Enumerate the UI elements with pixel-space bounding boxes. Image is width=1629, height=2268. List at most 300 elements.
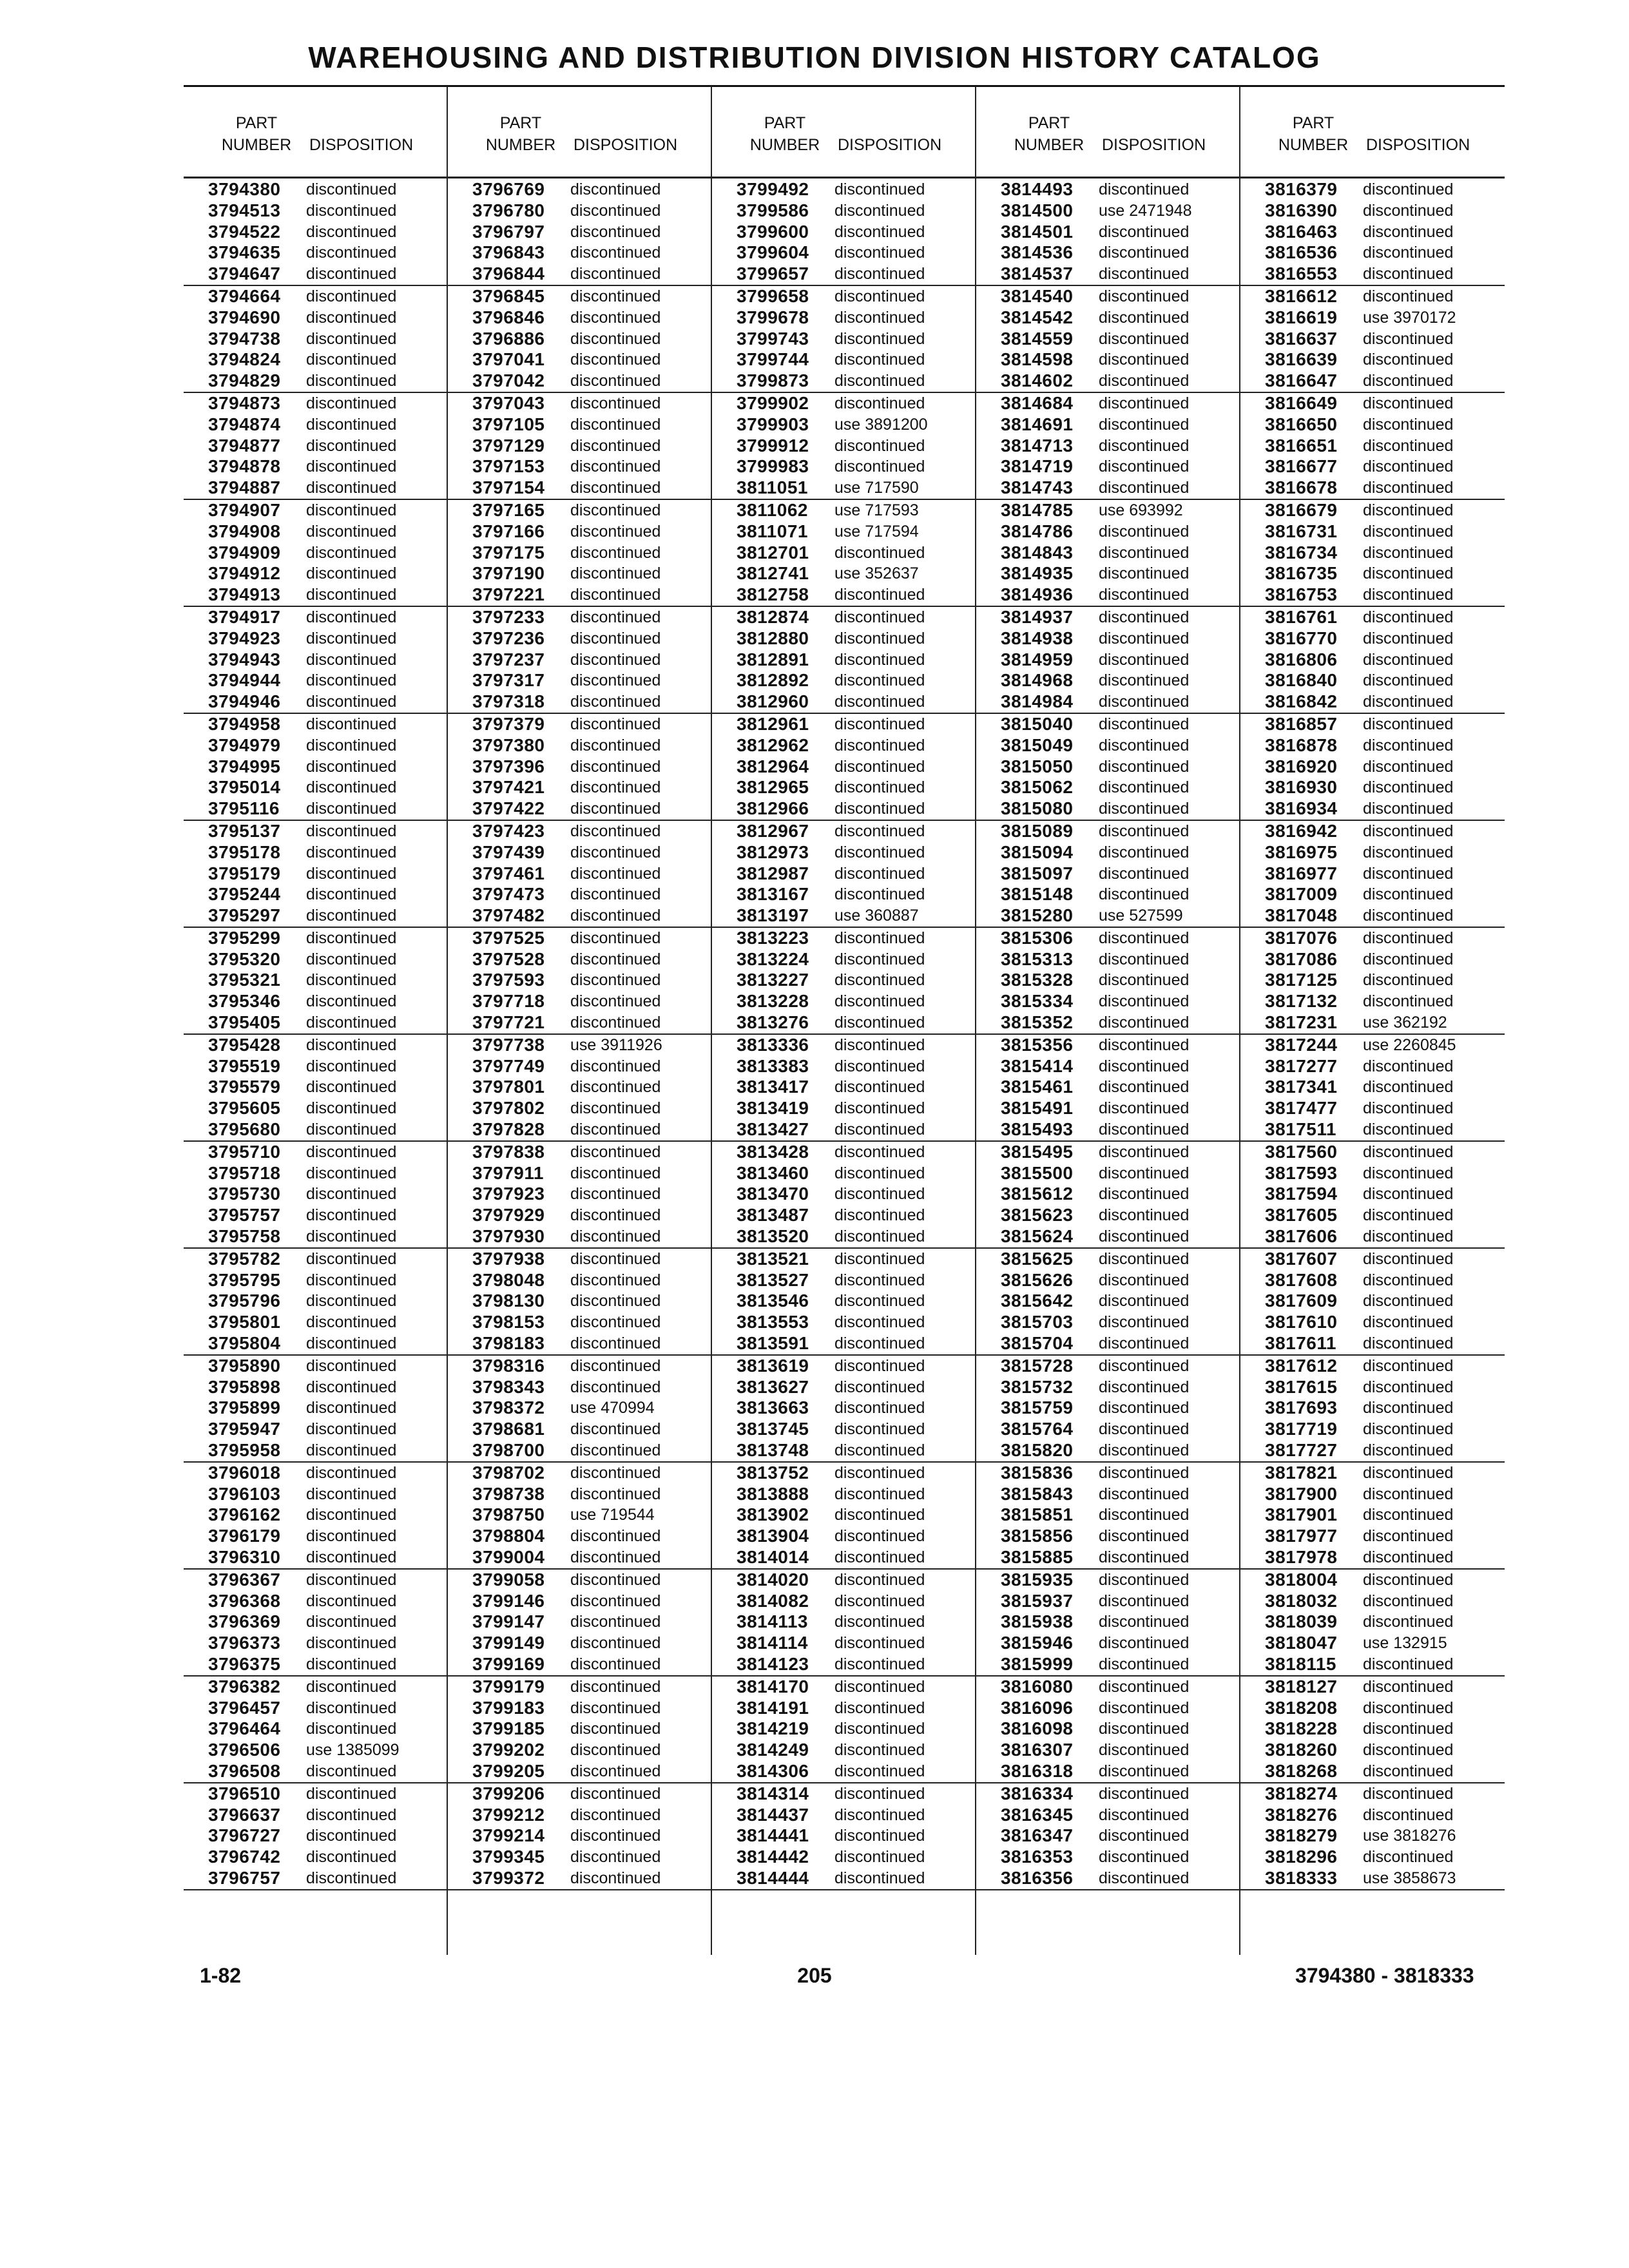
table-row — [1240, 735, 1505, 756]
disposition: discontinued — [834, 992, 925, 1011]
table-row — [448, 1847, 712, 1868]
row-group — [1240, 1142, 1505, 1249]
table-row — [976, 1398, 1240, 1419]
part-number: 3817244 — [1265, 1034, 1338, 1055]
table-row — [976, 821, 1240, 842]
part-number: 3794946 — [208, 691, 281, 712]
disposition: discontinued — [306, 885, 397, 904]
part-number: 3797043 — [472, 392, 545, 413]
disposition: discontinued — [834, 265, 925, 284]
part-number: 3799147 — [472, 1611, 545, 1632]
row-group — [184, 1356, 448, 1463]
disposition: discontinued — [1099, 351, 1190, 369]
disposition: discontinued — [1099, 1720, 1190, 1738]
row-group — [448, 1249, 712, 1356]
table-row — [184, 670, 448, 691]
part-number: 3814501 — [1001, 221, 1074, 242]
disposition: discontinued — [1363, 1313, 1454, 1332]
table-row — [184, 1847, 448, 1868]
disposition: discontinued — [570, 265, 661, 284]
disposition: discontinued — [1099, 1827, 1190, 1845]
disposition: discontinued — [834, 1527, 925, 1546]
part-number: 3816840 — [1265, 670, 1338, 691]
disposition: discontinued — [306, 1655, 397, 1673]
part-number: 3797718 — [472, 991, 545, 1012]
part-number: 3798153 — [472, 1312, 545, 1332]
table-row — [1240, 756, 1505, 778]
catalog-column — [1240, 86, 1505, 1955]
part-number: 3799983 — [737, 456, 809, 477]
disposition: discontinued — [570, 586, 661, 604]
table-row — [712, 884, 976, 905]
disposition: discontinued — [1363, 1227, 1454, 1246]
part-number: 3816975 — [1265, 841, 1338, 862]
table-row — [184, 928, 448, 949]
table-row — [448, 1440, 712, 1461]
table-row — [1240, 436, 1505, 457]
part-number: 3815352 — [1001, 1012, 1074, 1033]
disposition: discontinued — [1363, 222, 1454, 241]
table-row — [184, 1677, 448, 1698]
part-number: 3815306 — [1001, 927, 1074, 948]
disposition: discontinued — [1099, 992, 1190, 1011]
part-number: 3816679 — [1265, 499, 1338, 520]
table-row — [184, 264, 448, 285]
disposition: discontinued — [306, 1014, 397, 1032]
disposition: discontinued — [1363, 671, 1454, 690]
part-number: 3813520 — [737, 1226, 809, 1247]
disposition: discontinued — [306, 907, 397, 925]
table-row — [712, 863, 976, 885]
part-number: 3815356 — [1001, 1034, 1074, 1055]
header-number-label: NUMBER — [485, 136, 556, 154]
table-row — [712, 584, 976, 606]
part-number: 3813591 — [737, 1333, 809, 1354]
table-row — [712, 222, 976, 243]
disposition: discontinued — [1099, 1356, 1190, 1375]
disposition: discontinued — [1099, 1548, 1190, 1566]
table-row — [1240, 349, 1505, 370]
part-number: 3797473 — [472, 884, 545, 905]
part-number: 3795758 — [208, 1226, 281, 1247]
table-row — [976, 393, 1240, 414]
table-row — [976, 1718, 1240, 1740]
part-number: 3815148 — [1001, 884, 1074, 905]
disposition: discontinued — [1099, 693, 1190, 711]
disposition: discontinued — [1363, 715, 1454, 733]
table-row — [184, 414, 448, 436]
table-row — [184, 1249, 448, 1270]
part-number: 3794912 — [208, 563, 281, 584]
row-group — [184, 928, 448, 1035]
row-group — [712, 1142, 976, 1249]
disposition: discontinued — [1363, 693, 1454, 711]
table-row — [712, 756, 976, 778]
table-row — [712, 1654, 976, 1675]
disposition: use 717593 — [834, 501, 919, 519]
part-number: 3817341 — [1265, 1077, 1338, 1097]
table-row — [976, 670, 1240, 691]
disposition: discontinued — [1363, 564, 1454, 583]
disposition: discontinued — [1099, 1784, 1190, 1803]
table-row — [1240, 370, 1505, 392]
disposition: discontinued — [1099, 1420, 1190, 1439]
part-number: 3814536 — [1001, 242, 1074, 263]
disposition: discontinued — [834, 436, 925, 455]
part-number: 3812973 — [737, 841, 809, 862]
row-group — [1240, 500, 1505, 607]
part-number: 3814542 — [1001, 307, 1074, 327]
table-row — [712, 1463, 976, 1484]
part-number: 3817900 — [1265, 1483, 1338, 1504]
part-number: 3815094 — [1001, 841, 1074, 862]
part-number: 3797461 — [472, 863, 545, 883]
table-row — [184, 1440, 448, 1461]
part-number: 3812965 — [737, 777, 809, 798]
part-number: 3817086 — [1265, 948, 1338, 969]
part-number: 3814314 — [737, 1783, 809, 1803]
table-row — [184, 200, 448, 222]
disposition: discontinued — [306, 1720, 397, 1738]
disposition: discontinued — [1099, 1591, 1190, 1610]
disposition: discontinued — [1099, 1206, 1190, 1225]
disposition: discontinued — [1099, 564, 1190, 583]
disposition: discontinued — [306, 1399, 397, 1418]
disposition: discontinued — [306, 1827, 397, 1845]
row-group — [184, 1142, 448, 1249]
disposition: discontinued — [1363, 479, 1454, 497]
table-row — [712, 307, 976, 329]
disposition: discontinued — [306, 992, 397, 1011]
table-row — [448, 264, 712, 285]
part-number: 3798700 — [472, 1440, 545, 1461]
part-number: 3799912 — [737, 435, 809, 456]
disposition: discontinued — [1363, 907, 1454, 925]
disposition: discontinued — [1099, 372, 1190, 390]
row-group — [1240, 1677, 1505, 1783]
disposition: discontinued — [1363, 1334, 1454, 1353]
disposition: discontinued — [1363, 1570, 1454, 1589]
disposition: discontinued — [1099, 1142, 1190, 1161]
disposition: discontinued — [570, 1869, 661, 1887]
disposition: discontinued — [306, 1099, 397, 1118]
catalog-column — [976, 86, 1240, 1955]
part-number: 3799600 — [737, 221, 809, 242]
table-row — [976, 628, 1240, 649]
row-group — [1240, 286, 1505, 393]
disposition: discontinued — [1363, 201, 1454, 220]
table-row — [448, 1783, 712, 1805]
table-row — [976, 842, 1240, 863]
disposition: discontinued — [834, 287, 925, 305]
part-number: 3815080 — [1001, 798, 1074, 819]
disposition: discontinued — [834, 1185, 925, 1204]
part-number: 3797929 — [472, 1205, 545, 1225]
part-number: 3816318 — [1001, 1760, 1074, 1781]
disposition: discontinued — [834, 1057, 925, 1075]
table-row — [1240, 1463, 1505, 1484]
table-row — [712, 1035, 976, 1056]
part-number: 3795428 — [208, 1034, 281, 1055]
part-number: 3794824 — [208, 349, 281, 370]
disposition: discontinued — [1363, 629, 1454, 648]
table-row — [1240, 242, 1505, 264]
part-number: 3817719 — [1265, 1419, 1338, 1439]
table-row — [1240, 1440, 1505, 1461]
disposition: discontinued — [1099, 265, 1190, 284]
part-number: 3816878 — [1265, 735, 1338, 755]
part-number: 3812892 — [737, 670, 809, 691]
part-number: 3812874 — [737, 606, 809, 627]
table-row — [976, 691, 1240, 713]
table-row — [976, 649, 1240, 671]
table-row — [1240, 1098, 1505, 1119]
table-row — [712, 1119, 976, 1140]
row-group — [976, 1677, 1240, 1783]
table-row — [448, 821, 712, 842]
disposition: discontinued — [834, 244, 925, 262]
table-row — [712, 777, 976, 798]
disposition: discontinued — [834, 1356, 925, 1375]
table-row — [184, 1805, 448, 1826]
disposition: discontinued — [306, 1613, 397, 1631]
table-row — [976, 200, 1240, 222]
row-group — [976, 1570, 1240, 1677]
table-row — [1240, 607, 1505, 628]
table-row — [1240, 1398, 1505, 1419]
table-row — [712, 1419, 976, 1440]
table-row — [1240, 521, 1505, 543]
part-number: 3817608 — [1265, 1269, 1338, 1290]
table-row — [184, 1377, 448, 1398]
part-number: 3817605 — [1265, 1205, 1338, 1225]
table-row — [448, 1805, 712, 1826]
disposition: use 3858673 — [1363, 1869, 1456, 1887]
disposition: discontinued — [570, 907, 661, 925]
disposition: discontinued — [1363, 1441, 1454, 1460]
part-number: 3797129 — [472, 435, 545, 456]
table-row — [448, 649, 712, 671]
part-number: 3811051 — [737, 477, 808, 498]
disposition: discontinued — [306, 843, 397, 861]
disposition: discontinued — [570, 1570, 661, 1589]
disposition: discontinued — [1099, 1677, 1190, 1696]
table-row — [184, 798, 448, 820]
disposition: discontinued — [1099, 394, 1190, 412]
part-number: 3814935 — [1001, 563, 1074, 584]
header-part-label: PART — [1028, 114, 1070, 132]
table-row — [184, 456, 448, 477]
column-header — [448, 112, 712, 177]
disposition: discontinued — [1363, 950, 1454, 968]
disposition: discontinued — [570, 1334, 661, 1353]
part-number: 3799658 — [737, 285, 809, 306]
row-group — [712, 607, 976, 714]
part-number: 3816753 — [1265, 584, 1338, 605]
part-number: 3818276 — [1265, 1804, 1338, 1825]
part-number: 3815732 — [1001, 1376, 1074, 1397]
table-row — [976, 222, 1240, 243]
disposition: use 132915 — [1363, 1634, 1447, 1653]
part-number: 3814786 — [1001, 521, 1074, 541]
disposition: discontinued — [570, 1784, 661, 1803]
part-number: 3799873 — [737, 370, 809, 391]
table-row — [712, 521, 976, 543]
disposition: discontinued — [1099, 457, 1190, 476]
part-number: 3818228 — [1265, 1718, 1338, 1739]
disposition: discontinued — [306, 1271, 397, 1289]
part-number: 3813619 — [737, 1355, 809, 1376]
disposition: discontinued — [834, 1720, 925, 1738]
disposition: discontinued — [306, 1698, 397, 1717]
part-number: 3813383 — [737, 1055, 809, 1076]
part-number: 3815851 — [1001, 1504, 1074, 1525]
part-number: 3814437 — [737, 1804, 809, 1825]
part-number: 3817076 — [1265, 927, 1338, 948]
disposition: discontinued — [570, 1655, 661, 1673]
table-row — [976, 1440, 1240, 1461]
disposition: discontinued — [570, 971, 661, 990]
part-number: 3814713 — [1001, 435, 1074, 456]
part-list — [1240, 179, 1505, 1890]
disposition: discontinued — [306, 1548, 397, 1566]
part-number: 3796375 — [208, 1653, 281, 1674]
disposition: discontinued — [570, 1356, 661, 1375]
part-number: 3813460 — [737, 1162, 809, 1183]
part-number: 3817511 — [1265, 1119, 1336, 1140]
table-row — [976, 1249, 1240, 1270]
part-number: 3796845 — [472, 285, 545, 306]
table-row — [1240, 1654, 1505, 1675]
table-row — [712, 1484, 976, 1505]
disposition: use 693992 — [1099, 501, 1183, 519]
part-number: 3818208 — [1265, 1697, 1338, 1718]
row-group — [712, 821, 976, 928]
part-number: 3815500 — [1001, 1162, 1074, 1183]
table-row — [448, 1184, 712, 1205]
table-row — [448, 1291, 712, 1312]
disposition: use 717594 — [834, 522, 919, 541]
table-row — [712, 329, 976, 350]
part-number: 3818333 — [1265, 1867, 1338, 1888]
table-row — [976, 1119, 1240, 1140]
row-group — [976, 1463, 1240, 1570]
part-number: 3816619 — [1265, 307, 1338, 327]
table-row — [1240, 222, 1505, 243]
table-row — [976, 563, 1240, 584]
table-row — [1240, 1698, 1505, 1719]
disposition: discontinued — [1363, 1805, 1454, 1824]
disposition: discontinued — [1363, 1378, 1454, 1396]
table-row — [976, 584, 1240, 606]
table-row — [1240, 179, 1505, 200]
disposition: discontinued — [1099, 244, 1190, 262]
part-number: 3794380 — [208, 179, 281, 199]
table-row — [712, 1740, 976, 1761]
catalog-column — [184, 86, 448, 1955]
header-number-label: NUMBER — [221, 136, 292, 154]
catalog-column — [448, 86, 712, 1955]
row-group — [448, 1142, 712, 1249]
disposition: discontinued — [1363, 1099, 1454, 1118]
table-row — [712, 1868, 976, 1889]
disposition: discontinued — [570, 1741, 661, 1760]
table-row — [448, 1142, 712, 1163]
table-row — [976, 905, 1240, 927]
disposition: discontinued — [834, 1227, 925, 1246]
table-row — [712, 1077, 976, 1098]
disposition: discontinued — [1363, 1655, 1454, 1673]
part-number: 3796367 — [208, 1569, 281, 1590]
table-row — [448, 329, 712, 350]
table-row — [976, 777, 1240, 798]
table-row — [712, 179, 976, 200]
table-row — [712, 798, 976, 820]
disposition: discontinued — [1099, 928, 1190, 947]
part-number: 3797801 — [472, 1077, 545, 1097]
part-number: 3796886 — [472, 328, 545, 349]
table-row — [448, 179, 712, 200]
disposition: discontinued — [306, 822, 397, 840]
disposition: discontinued — [1363, 543, 1454, 562]
disposition: discontinued — [306, 1441, 397, 1460]
part-number: 3799678 — [737, 307, 809, 327]
disposition: discontinued — [570, 671, 661, 690]
table-row — [448, 1547, 712, 1568]
table-row — [1240, 1504, 1505, 1526]
disposition: use 3970172 — [1363, 308, 1456, 327]
row-group — [1240, 928, 1505, 1035]
part-number: 3816098 — [1001, 1718, 1074, 1739]
part-number: 3795014 — [208, 777, 281, 798]
disposition: discontinued — [1099, 715, 1190, 733]
part-number: 3817560 — [1265, 1141, 1338, 1162]
disposition: discontinued — [834, 693, 925, 711]
table-row — [184, 1868, 448, 1889]
table-row — [1240, 1333, 1505, 1354]
disposition: discontinued — [834, 1420, 925, 1439]
part-number: 3813276 — [737, 1012, 809, 1033]
disposition: use 1385099 — [306, 1741, 400, 1760]
table-row — [976, 1333, 1240, 1354]
table-row — [712, 1504, 976, 1526]
part-number: 3799206 — [472, 1783, 545, 1803]
disposition: discontinued — [834, 864, 925, 883]
part-number: 3794878 — [208, 456, 281, 477]
row-group — [448, 393, 712, 500]
disposition: discontinued — [1099, 800, 1190, 818]
table-row — [712, 1012, 976, 1033]
part-number: 3796769 — [472, 179, 545, 199]
part-number: 3816651 — [1265, 435, 1338, 456]
disposition: discontinued — [1099, 778, 1190, 797]
table-row — [712, 714, 976, 735]
row-group — [184, 1570, 448, 1677]
part-number: 3794908 — [208, 521, 281, 541]
column-header — [976, 112, 1240, 177]
disposition: discontinued — [306, 351, 397, 369]
disposition: discontinued — [834, 394, 925, 412]
part-number: 3815623 — [1001, 1205, 1074, 1225]
disposition: discontinued — [570, 1142, 661, 1161]
table-row — [448, 1119, 712, 1140]
part-number: 3813224 — [737, 948, 809, 969]
table-row — [976, 1142, 1240, 1163]
part-number: 3814959 — [1001, 649, 1074, 669]
table-row — [1240, 286, 1505, 307]
table-row — [712, 670, 976, 691]
part-number: 3814602 — [1001, 370, 1074, 391]
